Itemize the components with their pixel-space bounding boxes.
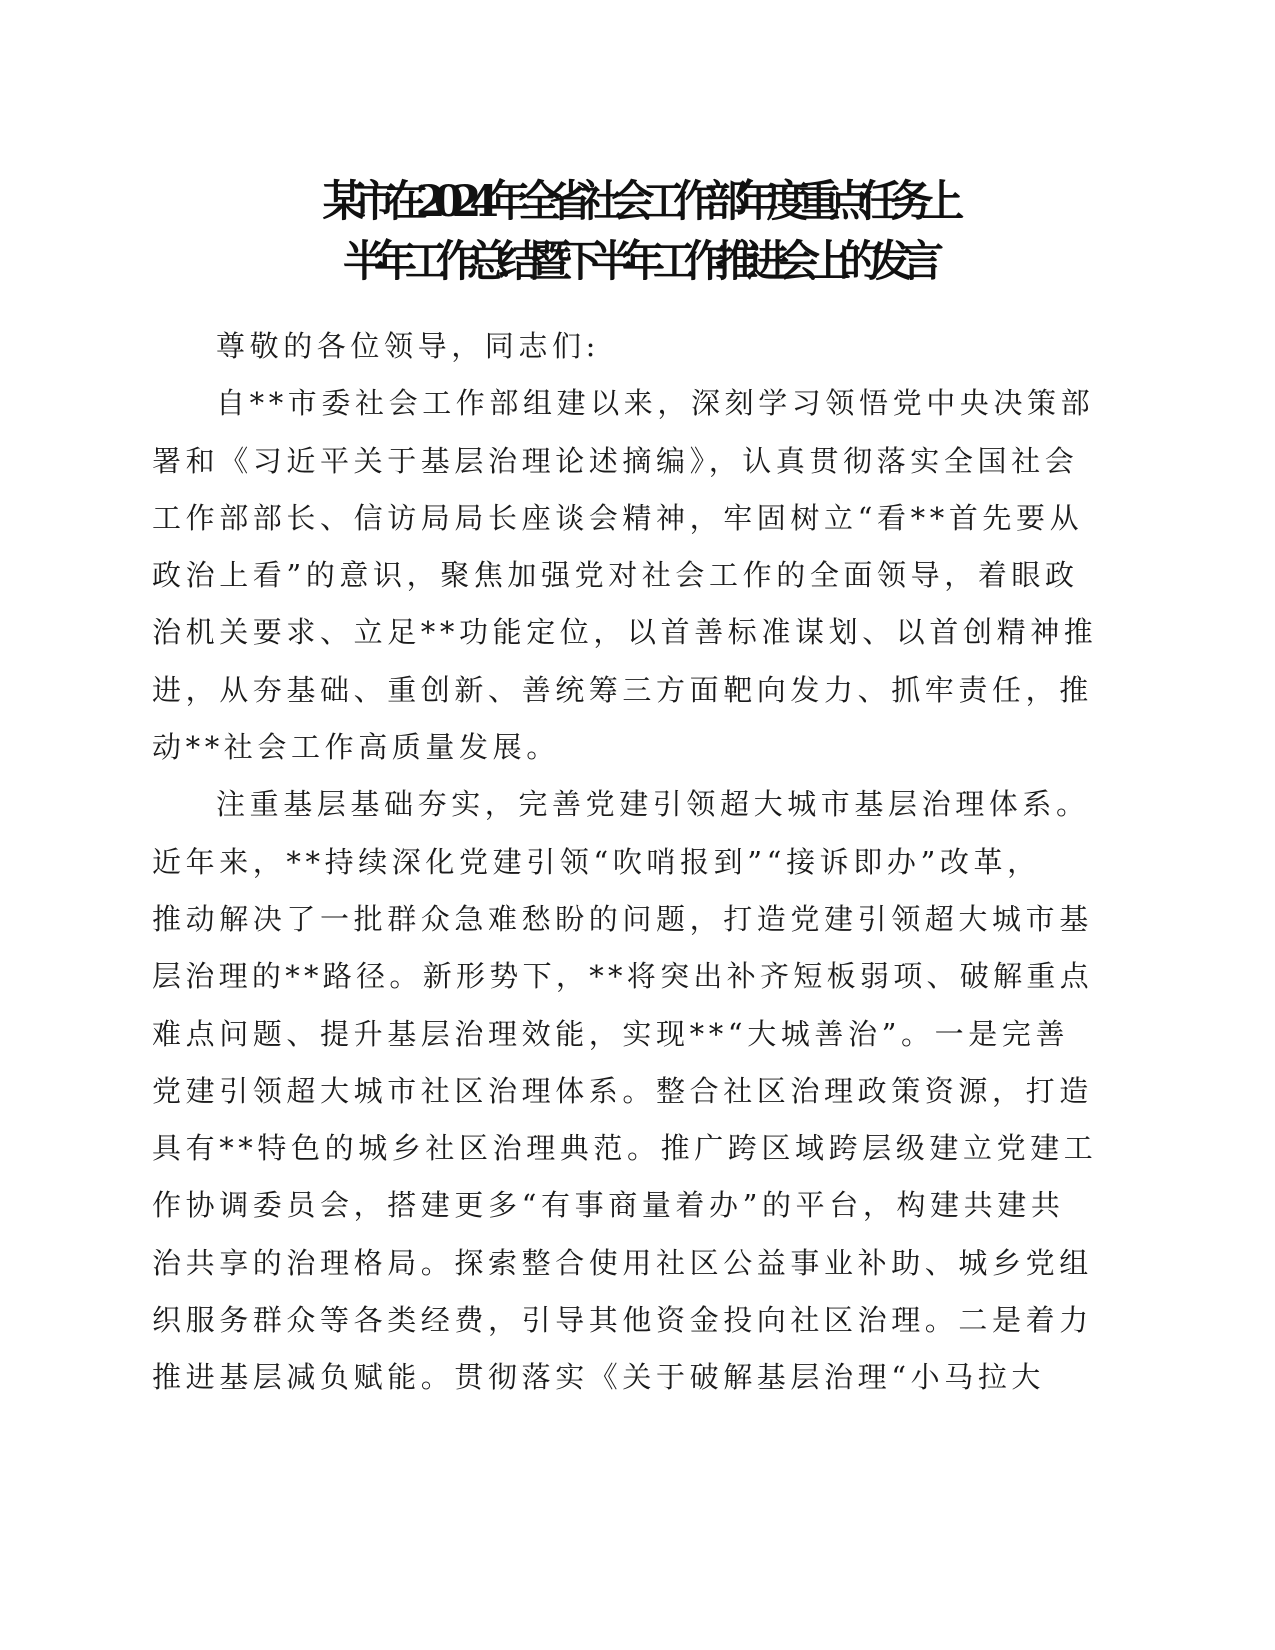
paragraph-2-line-3: 推动解决了一批群众急难愁盼的问题，打造党建引领超大城市基: [152, 901, 1093, 936]
paragraph-1-line-6: 进，从夯基础、重创新、善统筹三方面靶向发力、抓牢责任，推: [152, 672, 1093, 707]
paragraph-1-line-4: 政治上看”的意识，聚焦加强党对社会工作的全面领导，着眼政: [152, 558, 1079, 593]
paragraph-2-line-2: 近年来，**持续深化党建引领“吹哨报到”“接诉即办”改革，: [152, 844, 1041, 879]
paragraph-2-line-8: 作协调委员会，搭建更多“有事商量着办”的平台，构建共建共: [152, 1188, 1065, 1223]
document-body: [152, 318, 1098, 1407]
title-line-1: 某市在2024年全省社会工作部年度重点任务上: [322, 177, 953, 227]
paragraph-1-line-1: 自**市委社会工作部组建以来，深刻学习领悟党中央决策部: [216, 386, 1095, 421]
paragraph-1-line-5: 治机关要求、立足**功能定位，以首善标准谋划、以首创精神推: [152, 615, 1098, 650]
paragraph-2-line-4: 层治理的**路径。新形势下，**将突出补齐短板弱项、破解重点: [152, 959, 1094, 994]
paragraph-2-line-1: 注重基层基础夯实，完善党建引领超大城市基层治理体系。: [216, 787, 1090, 822]
document-title: [150, 172, 1125, 292]
paragraph-2-line-6: 党建引领超大城市社区治理体系。整合社区治理政策资源，打造: [152, 1073, 1093, 1108]
paragraph-2-line-7: 具有**特色的城乡社区治理典范。推广跨区域跨层级建立党建工: [152, 1131, 1098, 1166]
paragraph-1-line-2: 署和《习近平关于基层治理论述摘编》，认真贯彻落实全国社会: [152, 443, 1079, 478]
paragraph-2-line-11: 推进基层减负赋能。贯彻落实《关于破解基层治理“小马拉大: [152, 1360, 1046, 1395]
paragraph-1-line-7: 动**社会工作高质量发展。: [152, 730, 560, 765]
paragraph-2-line-10: 织服务群众等各类经费，引导其他资金投向社区治理。二是着力: [152, 1303, 1093, 1338]
paragraph-2-line-9: 治共享的治理格局。探索整合使用社区公益事业补助、城乡党组: [152, 1245, 1093, 1280]
paragraph-2-line-5: 难点问题、提升基层治理效能，实现**“大城善治”。一是完善: [152, 1016, 1070, 1051]
salutation-line: 尊敬的各位领导，同志们:: [216, 329, 600, 363]
paragraph-1-line-3: 工作部部长、信访局局长座谈会精神，牢固树立“看**首先要从: [152, 500, 1084, 535]
title-line-2: 半年工作总结暨下半年工作推进会上的发言: [343, 237, 932, 287]
